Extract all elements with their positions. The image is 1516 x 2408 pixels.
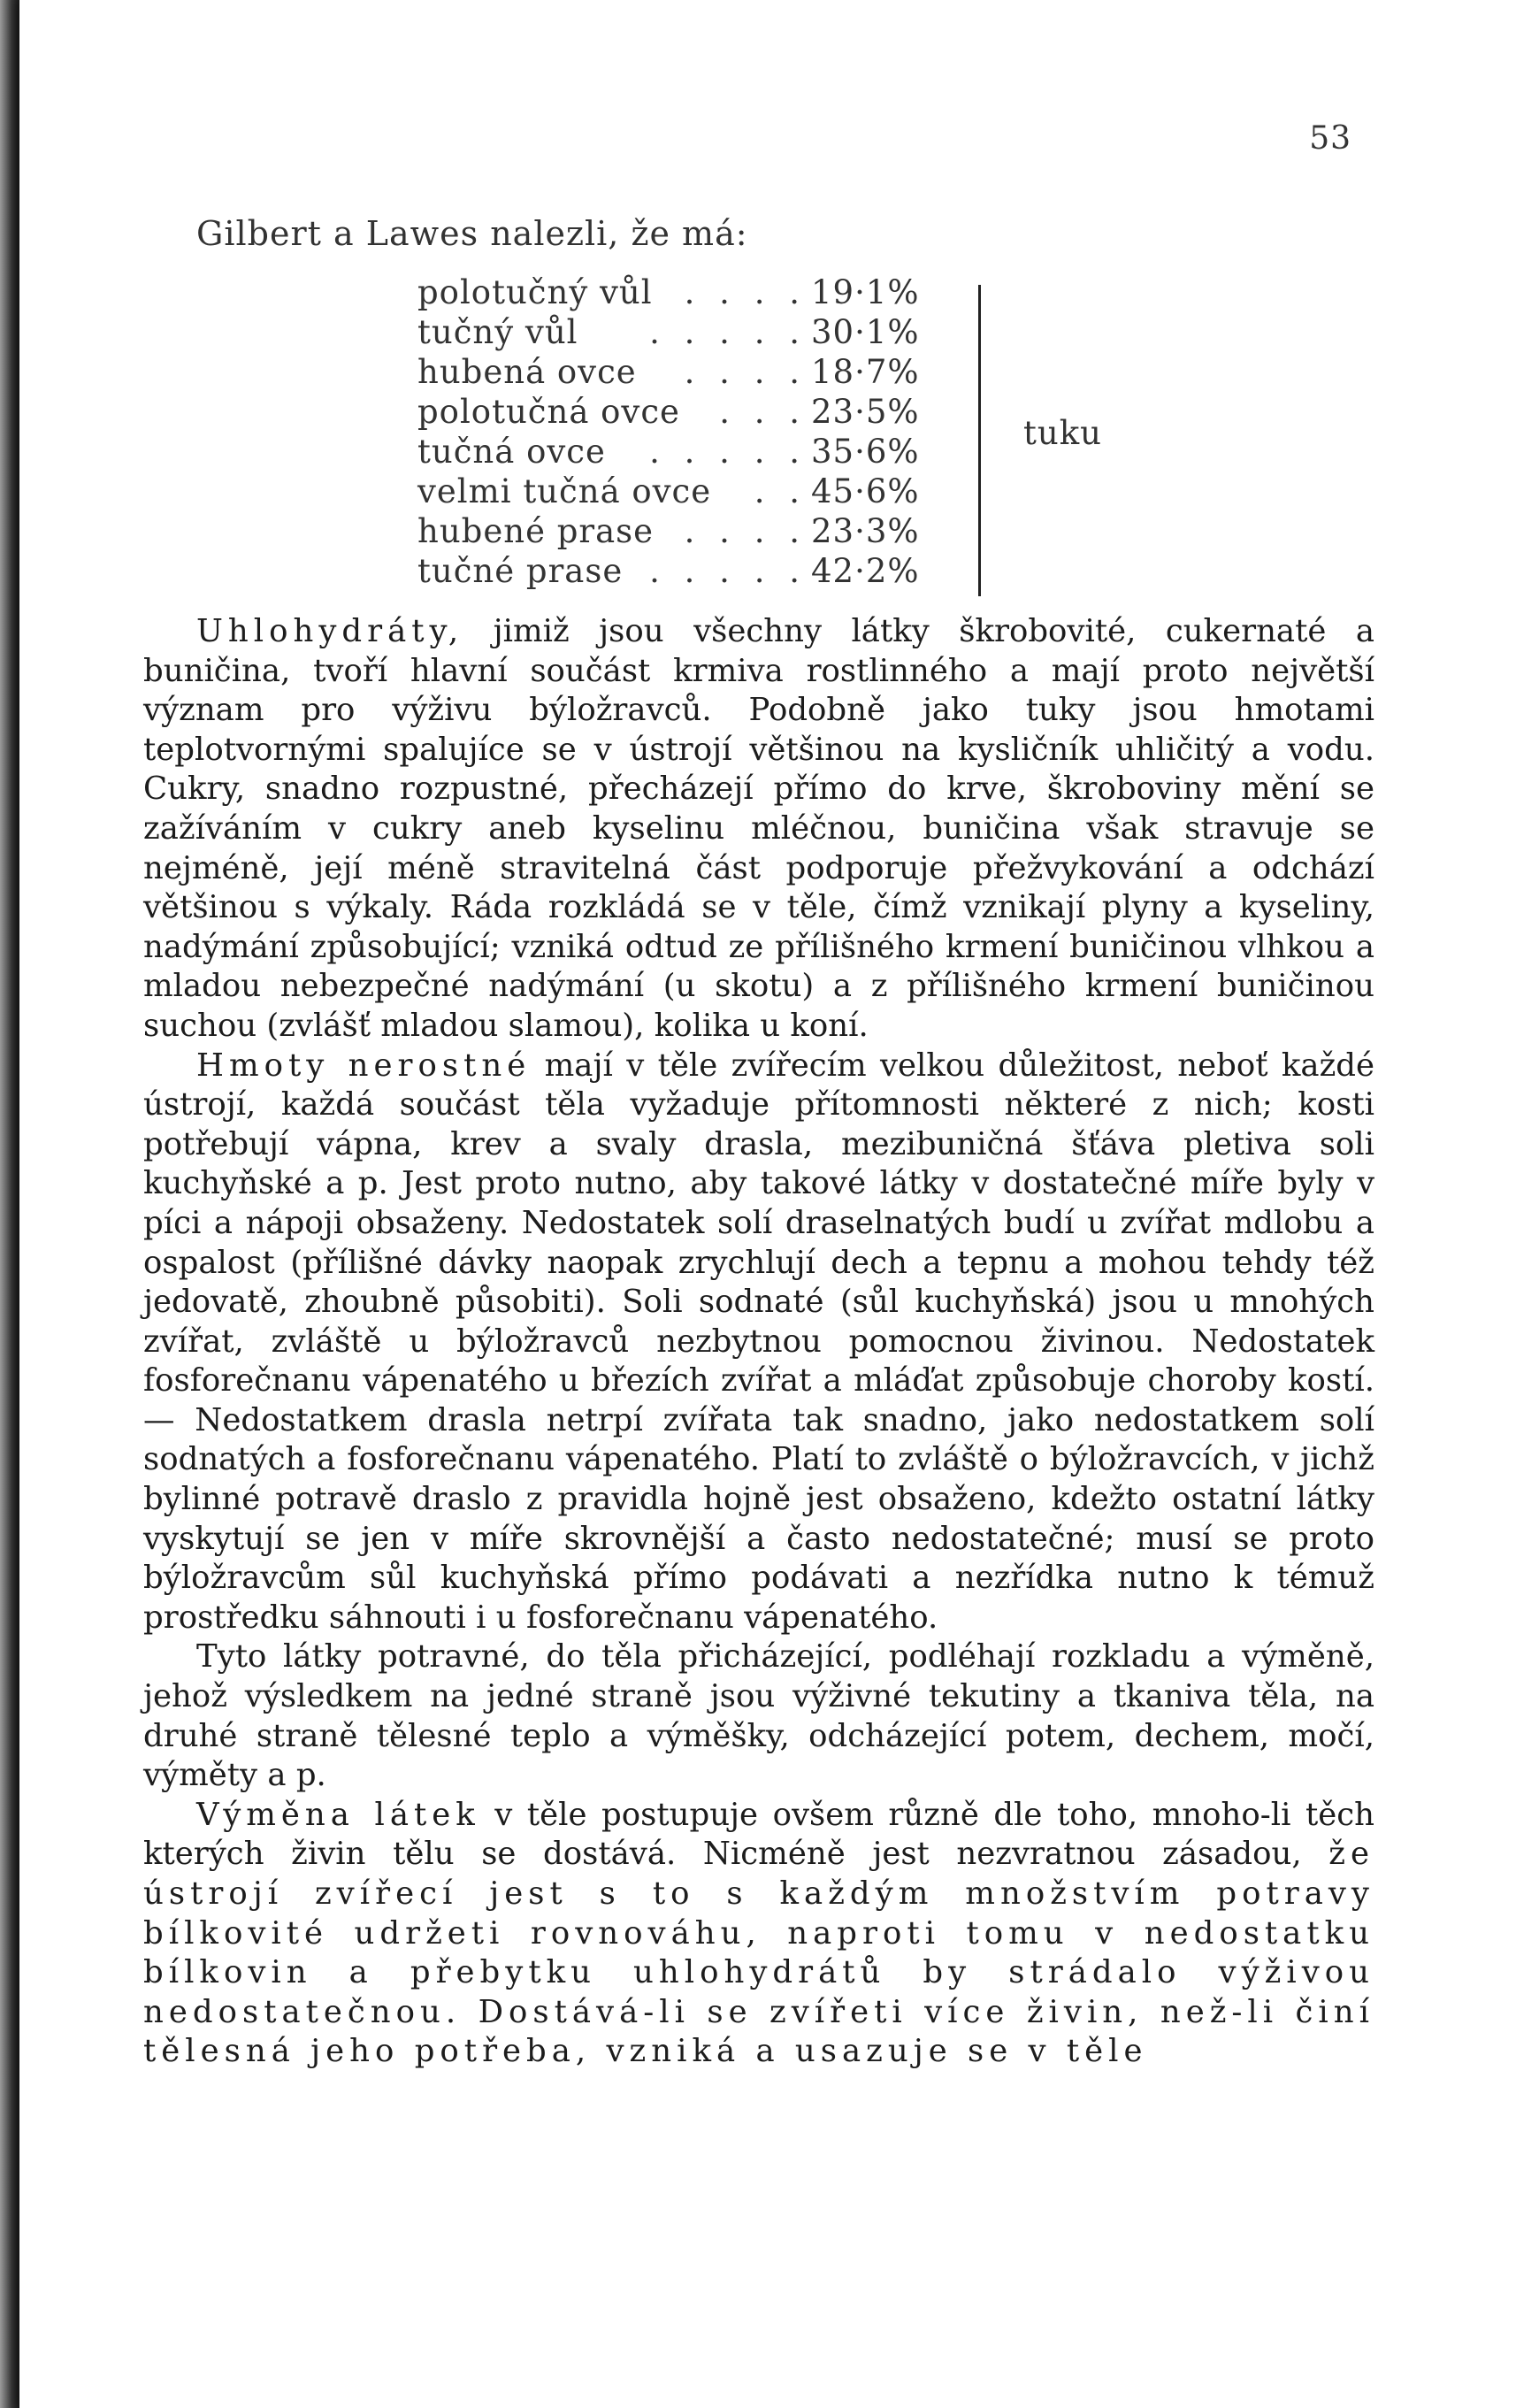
animal-label: hubené prase bbox=[417, 511, 659, 551]
page-number: 53 bbox=[1309, 120, 1351, 157]
table-row: . . . . hubená ovce 18·7% bbox=[417, 352, 1090, 392]
paragraph-metabolism bbox=[143, 1796, 1374, 2072]
table-row: . . . . . tučná ovce 35·6% bbox=[417, 432, 1090, 472]
paragraph-text: mají v těle zvířecím velkou důležitost, neboť každé ústrojí, každá součást těla vyžaduje přítomnosti některé z nich; kosti potřebují vápna, krev a svaly drasla, mezibuničná šťáva pletiva soli kuchyňské a p. Jest proto nutno, aby takové látky v dostatečné míře byly v píci a nápoji obsaženy. Nedostatek solí draselnatých budí u zvířat mdlobu a ospalost (přílišné dávky naopak zrychlují dech a tepnu a mohou tehdy též jedovatě, zhoubně působiti). Soli sodnaté (sůl kuchyňská) jsou u mnohých zvířat, zvláště u býložravců nezbytnou pomocnou živinou. Nedostatek fosforečnanu vápenatého u březích zvířat a mláďat způsobuje choroby kostí. — Nedostatkem drasla netrpí zvířata tak snadno, jako nedostatkem solí sodnatých a fosforečnanu vápenatého. Platí to zvláště o býložravcích, v jichž bylinné potravě draslo z pravidla hojně jest obsaženo, kdežto ostatní látky vyskytují se jen v míře skrovnější a často nedostatečné; musí se proto býložravcům sůl kuchyňská přímo podávati a nezřídka nutno k témuž prostředku sáhnouti i u fosforečnanu vápenatého. bbox=[143, 1047, 1375, 1636]
table-row: . . . . . tučné prase 42·2% bbox=[417, 551, 1090, 591]
paragraph-lead: Hmoty nerostné bbox=[196, 1047, 532, 1084]
paragraph-nutrients bbox=[143, 1637, 1374, 1795]
table-row: . . . . hubené prase 23·3% bbox=[417, 511, 1090, 551]
fat-value: 42·2% bbox=[811, 552, 920, 590]
paragraph-minerals bbox=[143, 1047, 1374, 1638]
paragraph-text: Tyto látky potravné, do těla přicházející, podléhají rozkladu a výměně, jehož výsledkem na jedné straně jsou výživné tekutiny a tkaniva těla, na druhé straně tělesné teplo a výměšky, odcházející potem, dechem, močí, výměty a p. bbox=[143, 1638, 1374, 1794]
intro-line: Gilbert a Lawes nalezli, že má: bbox=[196, 214, 748, 253]
paragraph-text: jimiž jsou všechny látky škrobovité, cukernaté a buničina, tvoří hlavní součást krmiva rostlinného a mají proto největší význam pro výživu býložravců. Podobně jako tuky jsou hmotami teplotvornými spalujíce se v ústrojí většinou na kysličník uhličitý a vodu. Cukry, snadno rozpustné, přecházejí přímo do krve, škroboviny mění se zažíváním v cukry aneb kyselinu mléčnou, buničina však stravuje se nejméně, její méně stravitelná část podporuje přežvykování a odchází většinou s výkaly. Ráda rozkládá se v těle, čímž vznikají plyny a kyseliny, nadýmání způsobující; vzniká odtud ze přílišného krmení buničinou vlhkou a mladou nebezpečné nadýmání (u skotu) a z přílišného krmení buničinou suchou (zvlášť mladou slamou), kolika u koní. bbox=[143, 613, 1374, 1044]
paragraph-carbohydrates bbox=[143, 612, 1374, 1047]
fat-value: 19·1% bbox=[811, 273, 920, 311]
animal-label: tučný vůl bbox=[417, 312, 583, 352]
fat-value: 30·1% bbox=[811, 313, 920, 351]
body-text bbox=[143, 612, 1374, 2072]
fat-value: 23·5% bbox=[811, 393, 920, 431]
fat-value: 18·7% bbox=[811, 353, 920, 391]
animal-label: velmi tučná ovce bbox=[417, 472, 716, 511]
table-row: . . . . . tučný vůl 30·1% bbox=[417, 312, 1090, 352]
animal-label: polotučný vůl bbox=[417, 272, 658, 312]
table-row: . . . . polotučný vůl 19·1% bbox=[417, 272, 1090, 312]
table-row: . . velmi tučná ovce 45·6% bbox=[417, 472, 1090, 511]
animal-label: polotučná ovce bbox=[417, 392, 685, 432]
fat-value: 45·6% bbox=[811, 472, 920, 510]
fat-value: 23·3% bbox=[811, 512, 920, 550]
fat-content-table bbox=[417, 272, 1102, 591]
paragraph-lead: Uhlohydráty, bbox=[196, 613, 464, 649]
book-page bbox=[19, 0, 1516, 2408]
paragraph-text: v těle postupuje ovšem různě dle toho, mnoho-li těch kterých živin tělu se dostává. Nicméně jest nezvratnou zásadou, bbox=[143, 1796, 1374, 1873]
table-brace bbox=[978, 285, 986, 596]
paragraph-emphasis: že ústrojí zvířecí jest s to s každým množstvím potravy bílkovité udržeti rovnováhu, naproti tomu v nedostatku bílkovin a přebytku uhlohydrátů by strádalo výživou nedostatečnou. Dostává-li se zvířeti více živin, než-li činí tělesná jeho potřeba, vzniká a usazuje se v těle bbox=[143, 1836, 1374, 2070]
paragraph-lead: Výměna látek bbox=[196, 1796, 480, 1833]
animal-label: tučné prase bbox=[417, 551, 628, 591]
fat-value: 35·6% bbox=[811, 433, 920, 471]
animal-label: tučná ovce bbox=[417, 432, 611, 472]
animal-label: hubená ovce bbox=[417, 352, 642, 392]
brace-unit-label: tuku bbox=[1023, 414, 1102, 452]
book-spine-shadow bbox=[0, 0, 19, 2408]
table-row: . . . polotučná ovce 23·5% bbox=[417, 392, 1090, 432]
